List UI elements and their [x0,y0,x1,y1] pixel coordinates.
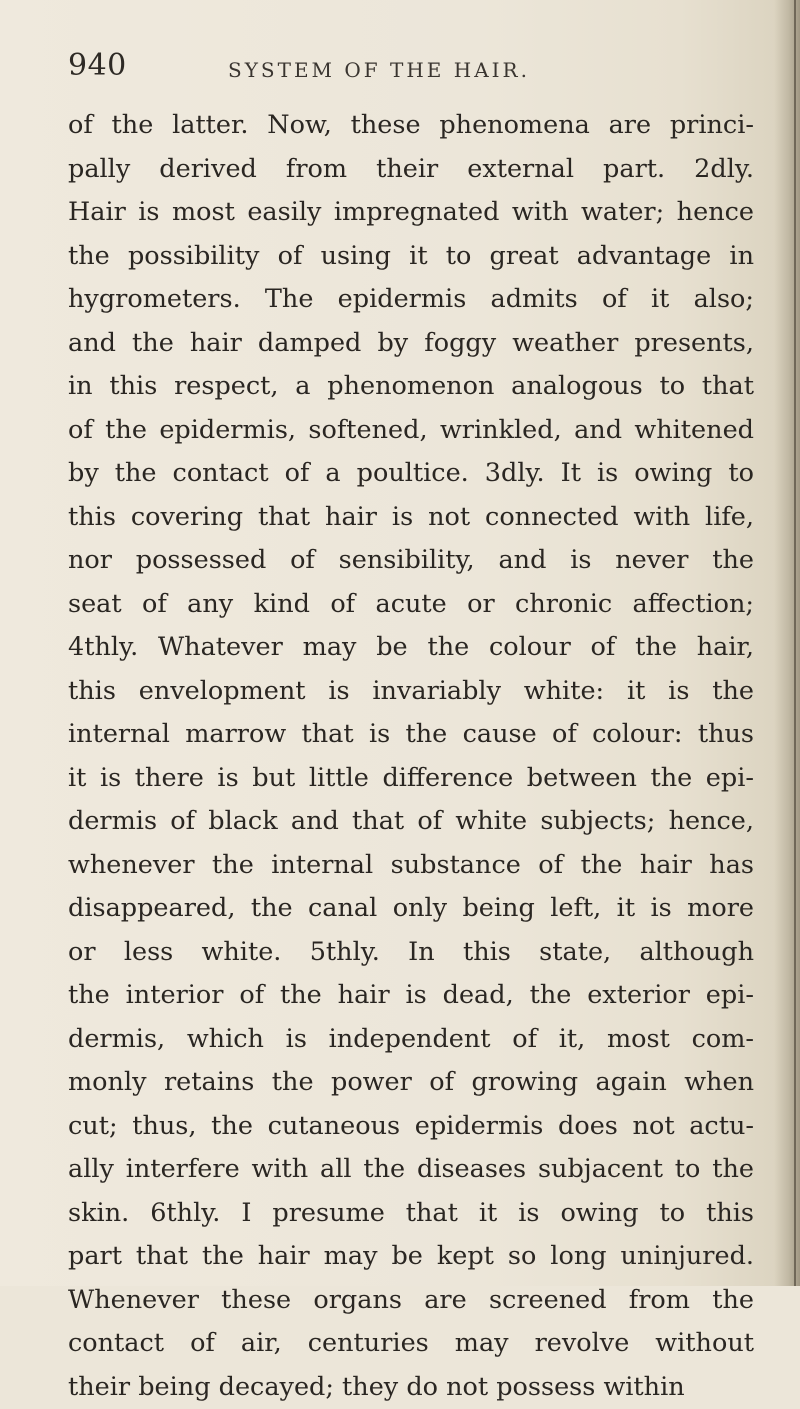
text-line: seat of any kind of acute or chronic affection; [68,583,754,627]
text-line: this covering that hair is not connected with life, [68,496,754,540]
text-line: or less white. 5thly. In this state, although [68,931,754,975]
text-line: dermis, which is independent of it, most com- [68,1018,754,1062]
text-line: ally interfere with all the diseases subjacent to the [68,1148,754,1192]
text-line: the possibility of using it to great advantage in [68,235,754,279]
text-line: it is there is but little difference between the epi- [68,757,754,801]
page-gutter-shadow [774,0,800,1286]
text-line: cut; thus, the cutaneous epidermis does not actu- [68,1105,754,1149]
text-line: in this respect, a phenomenon analogous to that [68,365,754,409]
running-head: SYSTEM OF THE HAIR. [228,58,530,82]
text-line: of the epidermis, softened, wrinkled, and whitened [68,409,754,453]
text-line: skin. 6thly. I presume that it is owing to this [68,1192,754,1236]
page-number: 940 [68,48,127,83]
text-line: their being decayed; they do not possess within [68,1366,754,1409]
page-header [0,48,770,88]
body-text [68,104,754,1409]
text-line: pally derived from their external part. 2dly. [68,148,754,192]
text-line: hygrometers. The epidermis admits of it also; [68,278,754,322]
text-line: Whenever these organs are screened from the [68,1279,754,1323]
text-line: and the hair damped by foggy weather presents, [68,322,754,366]
text-line: part that the hair may be kept so long uninjured. [68,1235,754,1279]
text-line: this envelopment is invariably white: it is the [68,670,754,714]
text-line: by the contact of a poultice. 3dly. It is owing to [68,452,754,496]
text-line: contact of air, centuries may revolve without [68,1322,754,1366]
text-line: nor possessed of sensibility, and is never the [68,539,754,583]
text-line: the interior of the hair is dead, the exterior epi- [68,974,754,1018]
page-edge [794,0,796,1286]
text-line: disappeared, the canal only being left, it is more [68,887,754,931]
text-line: monly retains the power of growing again when [68,1061,754,1105]
text-line: of the latter. Now, these phenomena are princi- [68,104,754,148]
text-line: whenever the internal substance of the hair has [68,844,754,888]
text-line: internal marrow that is the cause of colour: thus [68,713,754,757]
text-line: dermis of black and that of white subjects; hence, [68,800,754,844]
text-line: 4thly. Whatever may be the colour of the hair, [68,626,754,670]
text-line: Hair is most easily impregnated with water; hence [68,191,754,235]
